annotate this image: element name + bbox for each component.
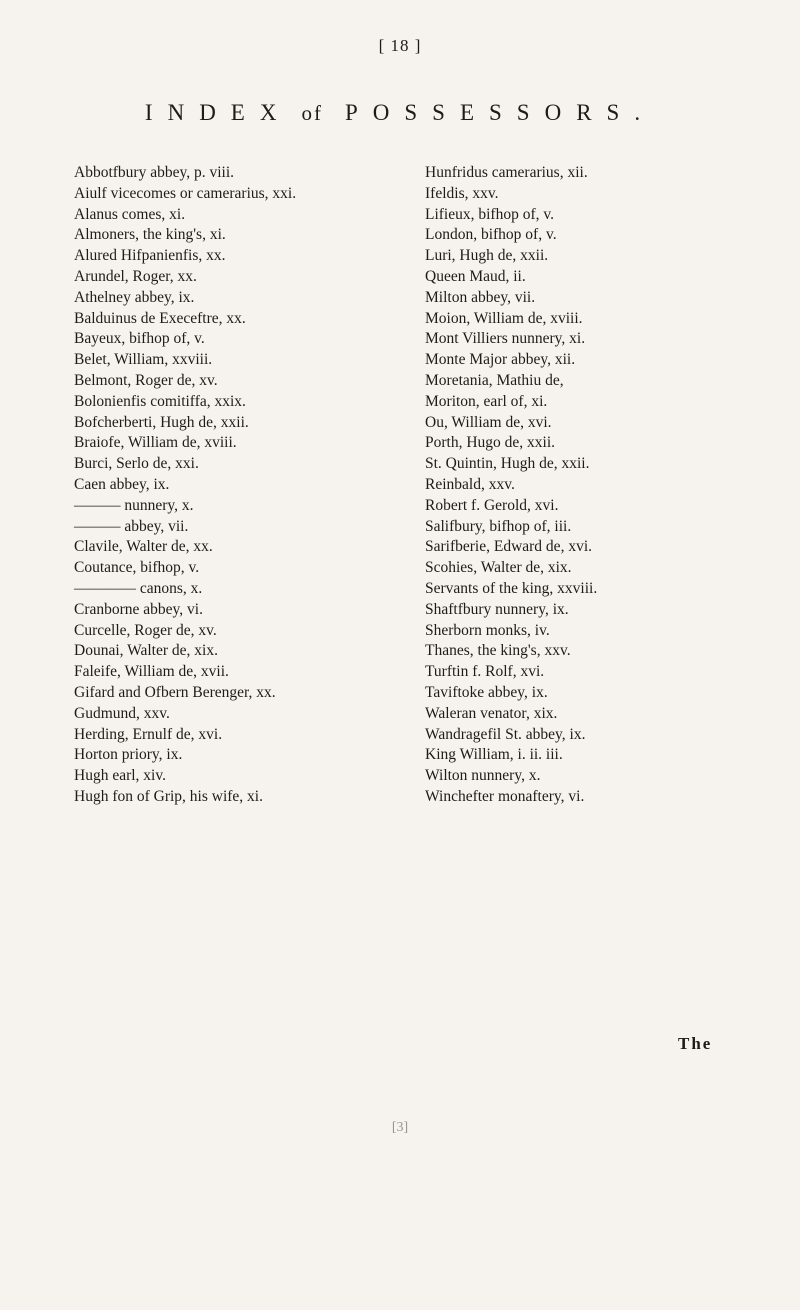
index-entry: Wandragefil St. abbey, ix. [425, 725, 586, 743]
index-entry: Hunfridus camerarius, xii. [425, 164, 588, 181]
index-entry: Faleife, William de, xvii. [74, 663, 229, 681]
index-entry: Athelney abbey, ix. [74, 288, 195, 306]
index-entry: Curcelle, Roger de, xv. [74, 621, 217, 639]
index-entry: Bolonienfis comitiffa, xxix. [74, 392, 246, 410]
index-entry: Braiofe, William de, xviii. [74, 434, 237, 452]
index-entry: Hugh fon of Grip, his wife, xi. [74, 787, 263, 805]
index-entry: Taviftoke abbey, ix. [425, 683, 548, 701]
heading-of: of [301, 101, 323, 125]
index-entry: Sarifberie, Edward de, xvi. [425, 538, 592, 556]
index-entry: Belmont, Roger de, xv. [74, 371, 218, 389]
index-entry: Caen abbey, ix. [74, 475, 170, 493]
index-entry: Balduinus de Execeftre, xx. [74, 309, 246, 327]
index-entry: Winchefter monaftery, vi. [425, 787, 585, 805]
index-entry: Moion, William de, xviii. [425, 309, 583, 327]
index-entry: Belet, William, xxviii. [74, 351, 213, 369]
index-entry: Coutance, bifhop, v. [74, 559, 200, 577]
index-entry: Bofcherberti, Hugh de, xxii. [74, 413, 249, 431]
index-entry: Shaftfbury nunnery, ix. [425, 600, 569, 618]
index-entry: London, bifhop of, v. [425, 226, 557, 244]
index-entry: Milton abbey, vii. [425, 288, 536, 306]
index-column-right [425, 163, 770, 808]
heading-index: INDEX [144, 100, 292, 125]
index-entry: Almoners, the king's, xi. [74, 226, 226, 244]
index-entry: Wilton nunnery, x. [425, 767, 541, 785]
index-entry: Moretania, Mathiu de, [425, 371, 564, 389]
index-entry: Mont Villiers nunnery, xi. [425, 330, 586, 348]
index-entry: Clavile, Walter de, xx. [74, 538, 213, 556]
index-entry: ——— abbey, vii. [74, 517, 189, 535]
index-entry: Bayeux, bifhop of, v. [74, 330, 205, 348]
index-entry: Gifard and Ofbern Berenger, xx. [74, 683, 276, 701]
index-entry: Scohies, Walter de, xix. [425, 559, 572, 577]
index-entry: Gudmund, xxv. [74, 704, 170, 722]
index-column-left [74, 163, 394, 808]
index-entry: Herding, Ernulf de, xvi. [74, 725, 223, 743]
index-entry: Abbotfbury abbey, p. viii. [74, 164, 234, 181]
index-entry: Turftin f. Rolf, xvi. [425, 663, 545, 681]
index-entry: Alanus comes, xi. [74, 205, 186, 223]
index-entry: Cranborne abbey, vi. [74, 600, 203, 618]
index-entry: Dounai, Walter de, xix. [74, 642, 218, 660]
index-entry: St. Quintin, Hugh de, xxii. [425, 455, 590, 473]
index-entry: Reinbald, xxv. [425, 475, 515, 493]
index-entry: Aiulf vicecomes or camerarius, xxi. [74, 184, 297, 202]
index-entry: Servants of the king, xxviii. [425, 579, 598, 597]
index-entry: Horton priory, ix. [74, 746, 183, 764]
index-entry: Ifeldis, xxv. [425, 184, 499, 202]
index-entry: Monte Major abbey, xii. [425, 351, 576, 369]
catchword: The [678, 1034, 713, 1053]
index-entry: Alured Hifpanienfis, xx. [74, 247, 226, 265]
heading-possessors: POSSESSORS. [344, 100, 656, 125]
index-entry: Hugh earl, xiv. [74, 767, 166, 785]
index-entry: Sherborn monks, iv. [425, 621, 550, 639]
index-entry: Moriton, earl of, xi. [425, 392, 548, 410]
index-entry: Ou, William de, xvi. [425, 413, 552, 431]
index-entry: Arundel, Roger, xx. [74, 267, 197, 285]
index-entry: ——— nunnery, x. [74, 496, 194, 514]
index-heading [0, 100, 800, 126]
page-number: [ 18 ] [378, 36, 422, 55]
index-entry: Lifieux, bifhop of, v. [425, 205, 554, 223]
footer-mark: [3] [391, 1120, 409, 1135]
index-entry: King William, i. ii. iii. [425, 746, 563, 764]
index-entry: Waleran venator, xix. [425, 704, 558, 722]
index-entry: Porth, Hugo de, xxii. [425, 434, 556, 452]
index-entry: Burci, Serlo de, xxi. [74, 455, 199, 473]
index-entry: Queen Maud, ii. [425, 267, 526, 285]
index-entry: Robert f. Gerold, xvi. [425, 496, 559, 514]
index-entry: ———— canons, x. [74, 579, 203, 597]
index-entry: Salifbury, bifhop of, iii. [425, 517, 572, 535]
index-entry: Luri, Hugh de, xxii. [425, 247, 549, 265]
index-entry: Thanes, the king's, xxv. [425, 642, 571, 660]
